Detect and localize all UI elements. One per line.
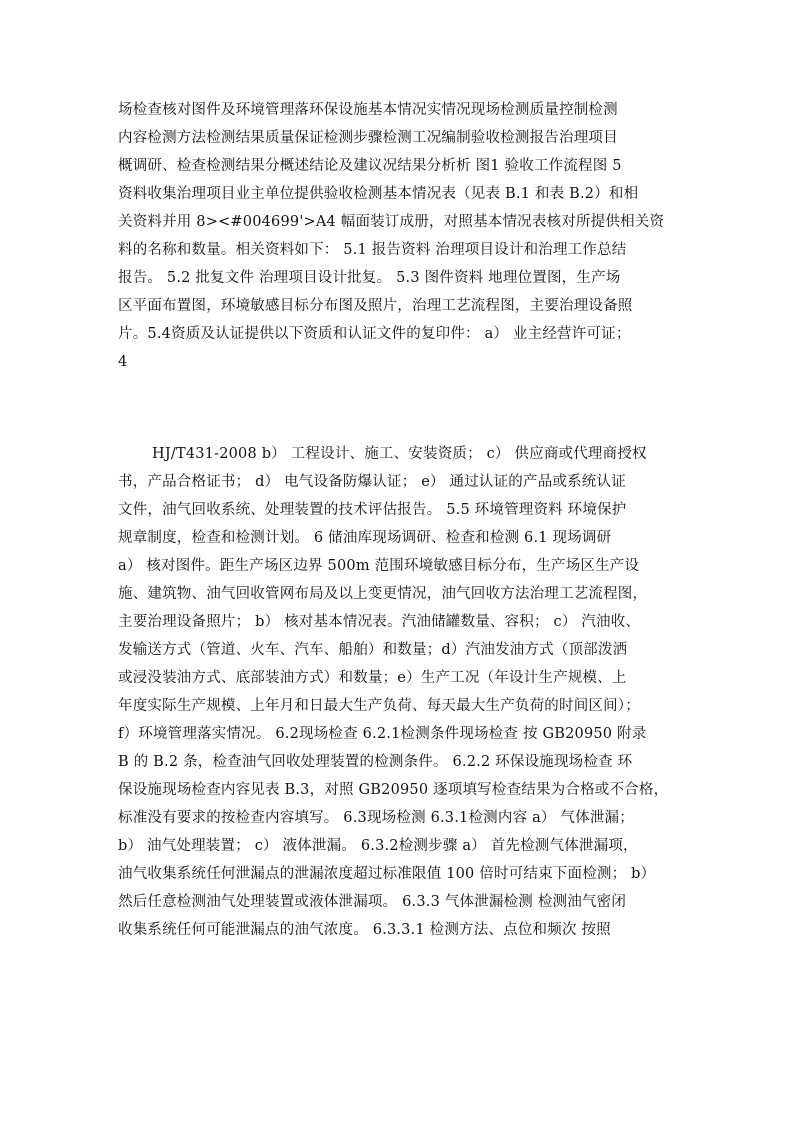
page-number: 4 [118,354,128,370]
text-block-page-4 [118,96,688,376]
text-line: 年度实际生产规模、上年月和日最大生产负荷、每天最大生产负荷的时间区间）； [118,698,640,714]
text-line: a） 核对图件。距生产场区边界 500m 范围环境敏感目标分布，生产场区生产设 [118,558,640,574]
text-line: 文件，油气回收系统、处理装置的技术评估报告。 5.5 环境管理资料 环境保护 [118,502,627,518]
text-line: 内容检测方法检测结果质量保证检测步骤检测工况编制验收检测报告治理项目 [118,130,618,146]
text-line: 标准没有要求的按检查内容填写。 6.3现场检测 6.3.1检测内容 a） 气体泄漏； [118,810,634,826]
text-line: 规章制度，检查和检测计划。 6 储油库现场调研、检查和检测 6.1 现场调研 [118,530,612,546]
text-block-continuation [118,440,688,944]
text-line: b） 油气处理装置； c） 液体泄漏。 6.3.2检测步骤 a） 首先检测气体泄漏项， [118,838,638,854]
text-line: 主要治理设备照片； b） 核对基本情况表。汽油储罐数量、容积； c） 汽油收、 [118,614,641,630]
text-line: 发输送方式（管道、火车、汽车、船舶）和数量；d）汽油发油方式（顶部泼洒 [118,642,628,658]
text-line: 油气收集系统任何泄漏点的泄漏浓度超过标准限值 100 倍时可结束下面检测； b） [118,866,656,882]
text-line: 概调研、检查检测结果分概述结论及建议况结果分析析 图1 验收工作流程图 5 [118,158,622,174]
text-line: 区平面布置图，环境敏感目标分布图及照片，治理工艺流程图，主要治理设备照 [118,298,633,314]
text-line: 片。5.4资质及认证提供以下资质和认证文件的复印件： a） 业主经营许可证； [118,326,631,342]
text-line: 书，产品合格证书； d） 电气设备防爆认证； e） 通过认证的产品或系统认证 [118,474,626,490]
text-line: 关资料并用 8><#004699'>A4 幅面装订成册，对照基本情况表核对所提供相关资 [118,214,665,230]
text-line: 收集系统任何可能泄漏点的油气浓度。 6.3.3.1 检测方法、点位和频次 按照 [118,922,611,938]
text-line: 资料收集治理项目业主单位提供验收检测基本情况表（见表 B.1 和表 B.2）和相 [118,186,639,202]
text-line: B 的 B.2 条，检查油气回收处理装置的检测条件。 6.2.2 环保设施现场检查 环 [118,754,633,770]
text-line: 然后任意检测油气处理装置或液体泄漏项。 6.3.3 气体泄漏检测 检测油气密闭 [118,894,627,910]
text-line: 报告。 5.2 批复文件 治理项目设计批复。 5.3 图件资料 地理位置图，生产场 [118,270,621,286]
text-line: HJ/T431-2008 b） 工程设计、施工、安装资质； c） 供应商或代理商授权 [152,446,647,462]
text-line: f）环境管理落实情况。 6.2现场检查 6.2.1检测条件现场检查 按 GB20950 附录 [118,726,647,742]
text-line: 料的名称和数量。相关资料如下： 5.1 报告资料 治理项目设计和治理工作总结 [118,242,627,258]
text-line: 或浸没装油方式、底部装油方式）和数量；e）生产工况（年设计生产规模、上 [118,670,627,686]
text-line: 场检查核对图件及环境管理落环保设施基本情况实情况现场检测质量控制检测 [118,102,618,118]
text-line: 施、建筑物、油气回收管网布局及以上变更情况，油气回收方法治理工艺流程图， [118,586,648,602]
text-line: 保设施现场检查内容见表 B.3，对照 GB20950 逐项填写检查结果为合格或不合格， [118,782,669,798]
